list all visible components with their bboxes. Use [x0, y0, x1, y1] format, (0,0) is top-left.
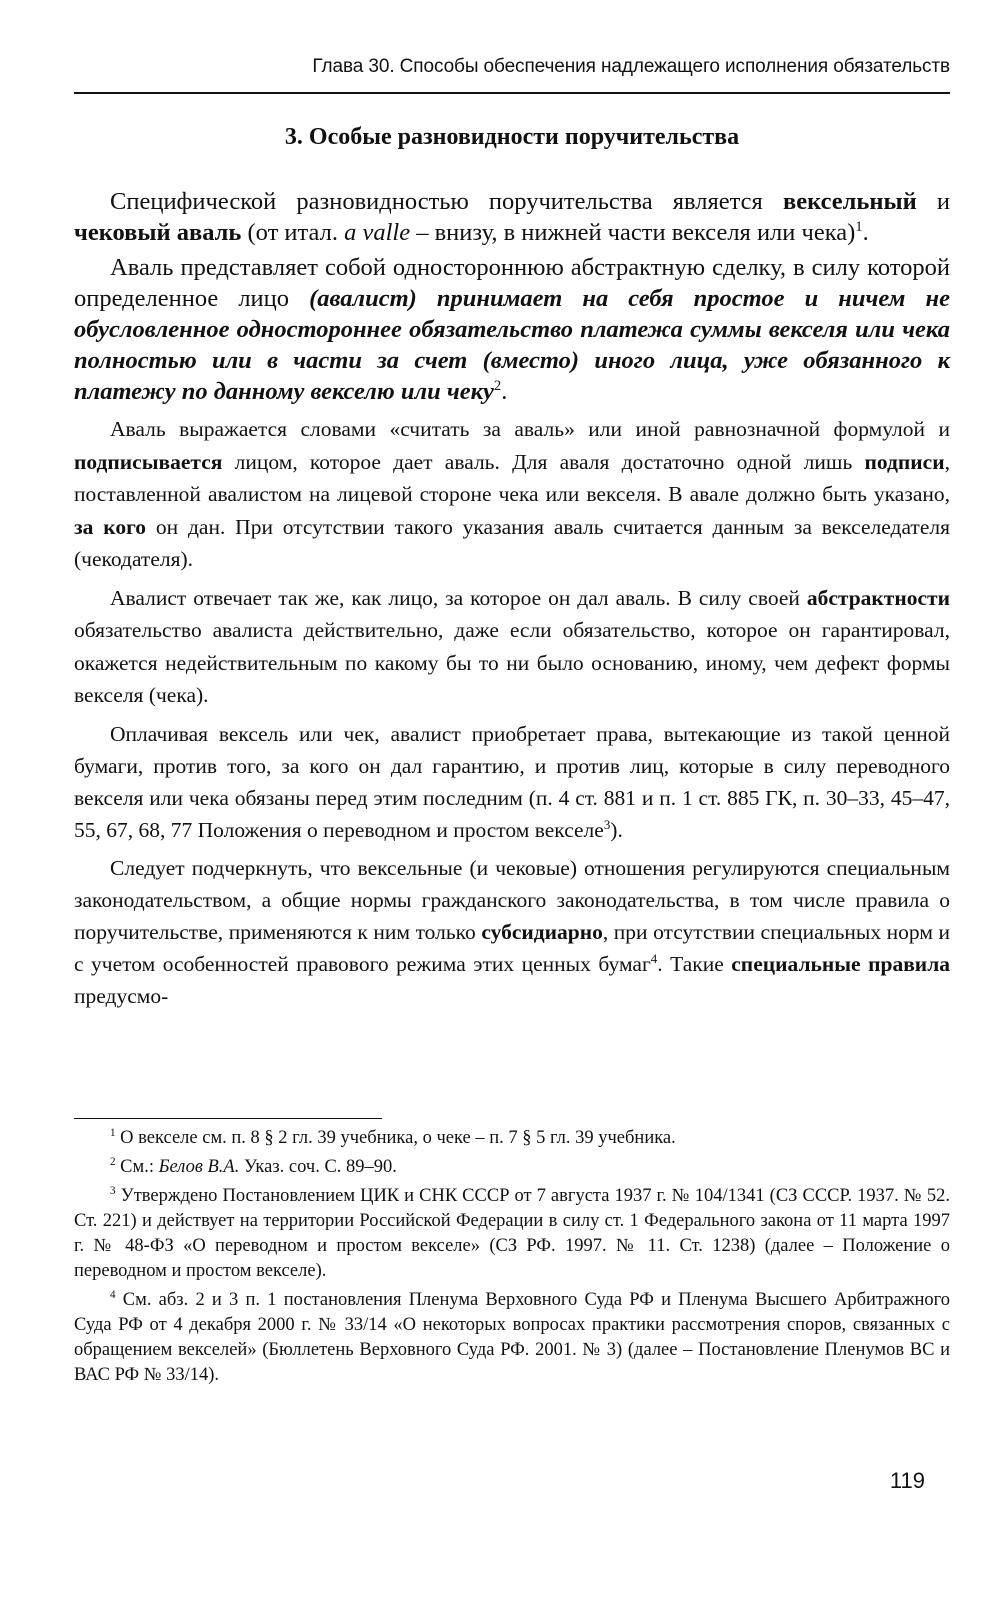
- footnote-number: 2: [110, 1155, 116, 1168]
- section-title: 3. Особые разновидности поручительства: [284, 124, 740, 150]
- footnote-text: Утверждено Постановлением ЦИК и СНК СССР от 7 августа 1937 г. № 104/1341 (СЗ СССР. 1937. № 52. Ст. 221) и действует на территории Российской Федерации в силу ст. 1 Федерального закона от 11 марта 1997 г. № 48-ФЗ «О переводном и простом векселе» (СЗ РФ. 1997. № 11. Ст. 1238) (далее – Положение о переводном и простом векселе).: [74, 1186, 951, 1281]
- text-span: Авалист отвечает так же, как лицо, за которое он дал аваль. В силу своей: [110, 585, 807, 610]
- text-span: предусмо-: [74, 983, 169, 1008]
- text-span: и: [916, 188, 950, 215]
- bold-term: чековый аваль: [74, 219, 242, 246]
- text-span: .: [862, 219, 869, 246]
- footnote-text: Указ. соч. С. 89–90.: [239, 1157, 397, 1177]
- bold-term: подписывается: [74, 449, 223, 474]
- header-rule: [74, 92, 950, 94]
- footnote-ref: 2: [493, 377, 502, 394]
- footnote-rule: [74, 1118, 382, 1119]
- footnote-ref: 4: [650, 951, 658, 966]
- text-span: Следует подчеркнуть, что вексельные (и чековые) отношения регулируются специальным законодательством, а общие нормы гражданского законодательства, в том числе правила о поручительстве, применяются к ним только: [74, 855, 950, 944]
- text-span: Аваль выражается словами «считать за аваль» или иной равнозначной формулой и: [110, 417, 950, 441]
- paragraph-2: [74, 252, 950, 407]
- text-span: – внизу, в нижней части векселя или чека): [410, 219, 856, 246]
- footnotes: [74, 1126, 950, 1392]
- author-name: Белов В.А.: [158, 1157, 240, 1177]
- text-span: лицом, которое дает аваль. Для аваля достаточно одной лишь: [222, 449, 865, 474]
- bold-italic-definition: (авалист) принимает на себя простое и ничем не обусловленное одностороннее обязательство платежа суммы векселя или чека полностью или в части за счет (вместо) иного лица, уже обязанного к платежу по данному векселю или чеку: [74, 285, 950, 405]
- bold-term: вексельный: [782, 188, 917, 215]
- footnote-text: См.:: [120, 1157, 159, 1177]
- footnote-number: 3: [110, 1184, 116, 1197]
- page-number: 119: [889, 1468, 925, 1493]
- bold-term: подписи: [864, 449, 945, 474]
- footnote-text: См. абз. 2 и 3 п. 1 постановления Пленума Верховного Суда РФ и Пленума Высшего Арбитражного Суда РФ от 4 декабря 2000 г. № 33/14 «О некоторых вопросах практики рассмотрения споров, связанных с обращением векселей» (Бюллетень Верховного Суда РФ. 2001. № 3) (далее – Постановление Пленумов ВС и ВАС РФ № 33/14).: [74, 1290, 951, 1385]
- main-text: [74, 186, 950, 1012]
- footnote-number: 1: [110, 1126, 116, 1139]
- paragraph-3: [74, 413, 950, 576]
- text-span: (от итал.: [241, 219, 345, 246]
- bold-term: за кого: [74, 514, 147, 539]
- footnote-3: [74, 1184, 950, 1284]
- text-span: .: [501, 378, 508, 405]
- footnote-ref: 1: [855, 218, 863, 235]
- footnote-2: [74, 1155, 950, 1180]
- text-span: Аваль представляет собой одностороннюю абстрактную сделку, в силу которой определенное лицо: [74, 254, 950, 312]
- paragraph-5: [74, 718, 950, 846]
- paragraph-6: [74, 852, 950, 1012]
- text-span: Оплачивая вексель или чек, авалист приобретает права, вытекающие из такой ценной бумаги, против того, за кого он дал гарантию, и против лиц, которые в силу переводного векселя или чека обязаны перед этим последним (п. 4 ст. 881 и п. 1 ст. 885 ГК, п. 30–33, 45–47, 55, 67, 68, 77 Положения о переводном и простом векселе: [74, 721, 950, 842]
- footnote-1: [74, 1126, 950, 1151]
- text-span: , поставленной авалистом на лицевой стороне чека или векселя. В авале должно быть указано,: [74, 449, 950, 506]
- text-span: Специфической разновидностью поручительства является: [110, 188, 783, 215]
- paragraph-1: [74, 186, 950, 248]
- text-span: он дан. При отсутствии такого указания аваль считается данным за векселедателя (чекодателя).: [74, 514, 950, 571]
- text-span: ).: [610, 817, 623, 842]
- bold-term: абстрактности: [806, 585, 950, 610]
- bold-term: субсидиарно: [481, 919, 603, 944]
- footnote-ref: 3: [603, 817, 611, 832]
- footnote-number: 4: [110, 1288, 116, 1301]
- text-span: , при отсутствии специальных норм и с учетом особенностей правового режима этих ценных бумаг: [74, 919, 950, 976]
- running-head: Глава 30. Способы обеспечения надлежащего исполнения обязательств: [312, 56, 950, 77]
- text-span: обязательство авалиста действительно, даже если обязательство, которое он гарантировал, окажется недействительным по какому бы то ни было основанию, иному, чем дефект формы векселя (чека).: [74, 618, 950, 707]
- text-span: . Такие: [657, 951, 732, 976]
- italic-term: a valle: [344, 219, 411, 246]
- paragraph-4: [74, 582, 950, 712]
- footnote-4: [74, 1288, 950, 1388]
- bold-term: специальные правила: [731, 951, 951, 976]
- footnote-text: О векселе см. п. 8 § 2 гл. 39 учебника, о чеке – п. 7 § 5 гл. 39 учебника.: [120, 1128, 676, 1148]
